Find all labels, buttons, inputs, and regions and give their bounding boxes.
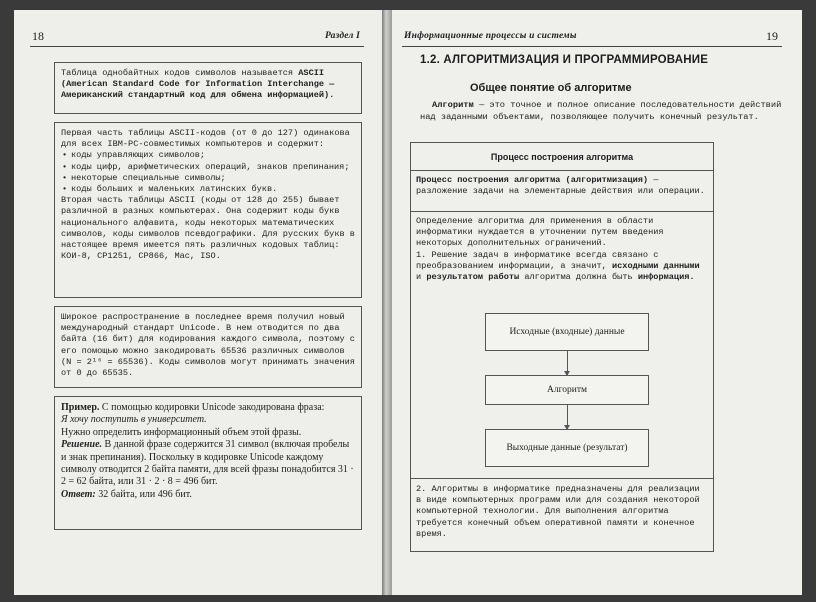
algorithm-implementation-box: [410, 478, 714, 552]
box2-intro: Первая часть таблицы ASCII-кодов (от 0 до 127) одинакова для всех IBM-PC-совместимых компьютеров и содержит:: [61, 128, 350, 150]
flow-arrow-2: [567, 405, 568, 429]
answer-text: 32 байта, или 496 бит.: [98, 488, 192, 500]
unicode-box: [54, 306, 362, 388]
def-term: Процесс построения алгоритма (алгоритмизация): [416, 175, 649, 185]
box1-ascii: ASCII: [298, 68, 325, 78]
section-title: 1.2. АЛГОРИТМИЗАЦИЯ И ПРОГРАММИРОВАНИЕ: [420, 54, 709, 66]
ascii-definition-box: [54, 62, 362, 114]
example-task: Нужно определить информационный объем этой фразы.: [61, 426, 302, 438]
answer-label: Ответ:: [61, 488, 96, 500]
rules-para2-a: 1. Решение задач в информатике всегда связано с преобразованием информации, а значит,: [416, 249, 659, 271]
example-label: Пример.: [61, 402, 100, 413]
ascii-table-box: [54, 122, 362, 298]
intro-text: — это точное и полное описание последовательности действий над заданными объектами, позволяющее получить конечный результат.: [420, 100, 782, 122]
flow-algorithm: Алгоритм: [485, 375, 649, 405]
box3-text: Широкое распространение в последнее время получил новый международный стандарт Unicode. В нем отводится по два байта (16 бит) для кодирования каждого символа, поэтому с его помощью можно закодировать 65536 различных символов (N = 2¹⁶ = 65536). Коды символов могут принимать значения от 0 до 65535.: [61, 312, 355, 379]
example-phrase: Я хочу поступить в университет.: [61, 414, 207, 426]
box2-item: • коды управляющих символов;: [71, 150, 355, 161]
box1-line1: Таблица однобайтных кодов символов называется: [61, 68, 294, 78]
box2-list: [61, 150, 355, 195]
rules-para2-d: результатом работы: [426, 272, 520, 283]
box2-item: • коды больших и маленьких латинских букв.: [71, 184, 355, 195]
box2-outro: Вторая часть таблицы ASCII (коды от 128 до 255) бывает различной в разных компьютерах. Она содержит коды букв национального алфавита, коды некоторых математических символов, коды символов псевдографики. Для русских букв в настоящее время имеется пять различных кодовых таблиц: КОИ-8, CP1251, CP866, Mac, ISO.: [61, 195, 355, 262]
solution-label: Решение.: [61, 439, 103, 451]
rules-para2-b: исходными данными: [611, 260, 700, 271]
box2-item: • коды цифр, арифметических операций, знаков препинания;: [71, 162, 355, 173]
algorithm-definition: [420, 100, 792, 123]
solution-text: В данной фразе содержится 31 символ (включая пробелы и знак препинания). Поскольку в кодировке Unicode каждому символу отводится 2 байта памяти, для всей фразы понадобится 31 · 2 = 62 байта, или 31 · 2 · 8 = 496 бит.: [61, 439, 354, 488]
example-box: [54, 396, 362, 530]
def-text: — разложение задачи на элементарные действия или операции.: [416, 175, 705, 197]
algorithmization-def-box: [410, 170, 714, 212]
left-page: [14, 10, 382, 595]
flow-output-data: Выходные данные (результат): [485, 429, 649, 467]
rules-para2-c: и: [416, 272, 422, 283]
right-running-head: Информационные процессы и системы: [404, 31, 577, 41]
left-running-head: Раздел I: [324, 31, 360, 41]
rules-para2-f: информация.: [637, 272, 695, 283]
box2-item: • некоторые специальные символы;: [71, 173, 355, 184]
example-text: С помощью кодировки Unicode закодирована фраза:: [101, 402, 325, 413]
intro-term: Алгоритм: [432, 100, 474, 110]
flow-input-data: Исходные (входные) данные: [485, 313, 649, 351]
book-gutter: [382, 10, 392, 595]
right-header-rule: [402, 46, 782, 47]
algorithm-process-frame: [410, 142, 714, 552]
rules-para2-e: алгоритма должна быть: [524, 272, 633, 283]
rules-para1: Определение алгоритма для применения в области информатики нуждается в уточнении путем введения некоторых дополнительных ограничений.: [416, 216, 664, 249]
left-header-rule: [30, 46, 364, 47]
frame-header: Процесс построения алгоритма: [411, 143, 713, 171]
box1-line2: (American Standard Code for Information Interchange —: [61, 79, 335, 90]
box1-line3: Американский стандартный код для обмена информацией).: [61, 90, 335, 101]
left-page-number: 18: [32, 29, 44, 43]
subsection-title: Общее понятие об алгоритме: [470, 82, 632, 94]
right-page-number: 19: [766, 29, 778, 43]
flow-arrow-1: [567, 351, 568, 375]
rules-para3: 2. Алгоритмы в информатике предназначены для реализации в виде компьютерных программ или для создания некоторой компьютерной технологии. Для выполнения алгоритма требуется конечный объем оперативной памяти и конечное время.: [416, 484, 700, 539]
